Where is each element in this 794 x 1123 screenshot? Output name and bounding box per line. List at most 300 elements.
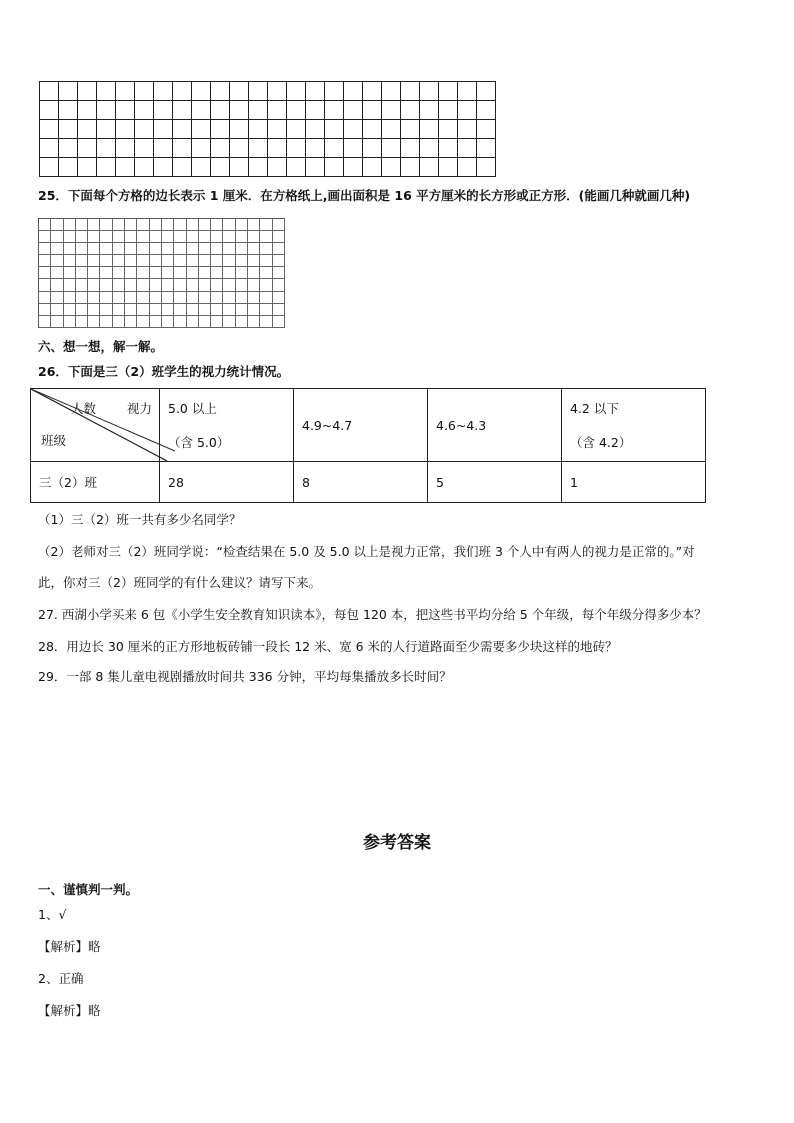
grid-cell: [223, 255, 235, 267]
grid-cell: [76, 316, 88, 328]
grid-cell: [260, 267, 272, 279]
grid-cell: [211, 219, 223, 231]
grid-cell: [236, 316, 248, 328]
grid-cell: [248, 231, 260, 243]
grid-cell: [211, 139, 230, 158]
grid-cell: [420, 139, 439, 158]
grid-cell: [439, 139, 458, 158]
grid-cell: [137, 279, 149, 291]
grid-cell: [248, 255, 260, 267]
grid-cell: [78, 139, 97, 158]
grid-cell: [59, 139, 78, 158]
answer-2-note: 【解析】略: [38, 1003, 101, 1018]
grid-cell: [211, 158, 230, 177]
grid-cell: [401, 82, 420, 101]
table-value-2: 8: [294, 462, 428, 503]
answers-title: 参考答案: [363, 833, 431, 853]
grid-cell: [113, 255, 125, 267]
grid-cell: [248, 267, 260, 279]
grid-cell: [51, 316, 63, 328]
grid-cell: [125, 255, 137, 267]
grid-cell: [76, 279, 88, 291]
grid-cell: [382, 139, 401, 158]
grid-cell: [51, 267, 63, 279]
grid-cell: [174, 243, 186, 255]
table-value-4: 1: [562, 462, 706, 503]
grid-cell: [273, 267, 285, 279]
grid-cell: [76, 292, 88, 304]
grid-cell: [344, 139, 363, 158]
grid-cell: [477, 139, 496, 158]
grid-cell: [137, 255, 149, 267]
grid-cell: [187, 231, 199, 243]
grid-cell: [162, 304, 174, 316]
header-cell-1: [160, 389, 294, 462]
section-6-heading: 六、想一想，解一解。: [38, 339, 164, 354]
answer-1-note: 【解析】略: [38, 939, 101, 954]
grid-cell: [199, 304, 211, 316]
header-cell-2: 4.9~4.7: [294, 389, 428, 462]
grid-cell: [223, 292, 235, 304]
grid-cell: [162, 231, 174, 243]
grid-cell: [113, 279, 125, 291]
grid-cell: [211, 292, 223, 304]
grid-cell: [401, 139, 420, 158]
grid-cell: [260, 243, 272, 255]
grid-cell: [273, 219, 285, 231]
grid-cell: [223, 279, 235, 291]
grid-cell: [174, 304, 186, 316]
grid-cell: [268, 101, 287, 120]
grid-cell: [116, 82, 135, 101]
grid-cell: [39, 304, 51, 316]
grid-cell: [187, 219, 199, 231]
grid-cell: [420, 120, 439, 139]
grid-cell: [88, 304, 100, 316]
grid-cell: [150, 279, 162, 291]
grid-cell: [76, 304, 88, 316]
grid-cell: [420, 158, 439, 177]
grid-cell: [150, 267, 162, 279]
grid-cell: [249, 139, 268, 158]
grid-cell: [64, 255, 76, 267]
grid-cell: [76, 255, 88, 267]
grid-cell: [199, 243, 211, 255]
grid-cell: [211, 231, 223, 243]
grid-cell: [325, 101, 344, 120]
grid-cell: [78, 158, 97, 177]
grid-cell: [64, 279, 76, 291]
grid-cell: [236, 219, 248, 231]
grid-cell: [100, 292, 112, 304]
grid-cell: [100, 304, 112, 316]
grid-cell: [162, 292, 174, 304]
row-label: 三（2）班: [31, 462, 160, 503]
grid-cell: [223, 243, 235, 255]
grid-cell: [88, 292, 100, 304]
header-cell-4: [562, 389, 706, 462]
grid-cell: [192, 120, 211, 139]
grid-cell: [113, 219, 125, 231]
grid-cell: [137, 304, 149, 316]
grid-cell: [273, 304, 285, 316]
grid-cell: [187, 243, 199, 255]
grid-cell: [401, 101, 420, 120]
grid-cell: [260, 292, 272, 304]
grid-cell: [236, 267, 248, 279]
grid-cell: [260, 316, 272, 328]
grid-cell: [173, 120, 192, 139]
grid-cell: [150, 231, 162, 243]
grid-cell: [363, 120, 382, 139]
grid-cell: [116, 139, 135, 158]
grid-cell: [223, 267, 235, 279]
grid-cell: [135, 158, 154, 177]
grid-cell: [420, 82, 439, 101]
grid-cell: [97, 82, 116, 101]
grid-cell: [199, 219, 211, 231]
grid-cell: [135, 120, 154, 139]
grid-cell: [273, 279, 285, 291]
grid-cell: [477, 120, 496, 139]
grid-cell: [40, 139, 59, 158]
grid-cell: [211, 267, 223, 279]
grid-cell: [100, 267, 112, 279]
grid-cell: [458, 139, 477, 158]
grid-cell: [174, 267, 186, 279]
grid-cell: [273, 255, 285, 267]
grid-cell: [248, 316, 260, 328]
grid-cell: [439, 158, 458, 177]
grid-cell: [162, 316, 174, 328]
header-4-main: 4.2 以下: [570, 401, 619, 416]
grid-cell: [59, 120, 78, 139]
q26-sub1: （1）三（2）班一共有多少名同学？: [38, 512, 242, 527]
grid-cell: [306, 158, 325, 177]
q26-sub2-line2: 此，你对三（2）班同学的有什么建议？请写下来。: [38, 575, 321, 590]
grid-cell: [236, 292, 248, 304]
grid-cell: [173, 139, 192, 158]
grid-cell: [260, 304, 272, 316]
grid-cell: [39, 219, 51, 231]
grid-cell: [236, 255, 248, 267]
grid-cell: [260, 219, 272, 231]
question-29: 29．一部 8 集儿童电视剧播放时间共 336 分钟，平均每集播放多长时间？: [38, 669, 452, 684]
answer-1: 1、√: [38, 907, 67, 922]
grid-cell: [125, 279, 137, 291]
grid-cell: [113, 243, 125, 255]
grid-cell: [401, 158, 420, 177]
grid-cell: [125, 267, 137, 279]
grid-cell: [137, 292, 149, 304]
grid-cell: [199, 231, 211, 243]
grid-cell: [39, 231, 51, 243]
grid-cell: [64, 231, 76, 243]
grid-cell: [78, 120, 97, 139]
grid-cell: [306, 120, 325, 139]
grid-cell: [306, 101, 325, 120]
grid-cell: [325, 120, 344, 139]
corner-label-class: 班级: [41, 433, 67, 448]
grid-cell: [113, 231, 125, 243]
grid-cell: [325, 139, 344, 158]
grid-cell: [40, 158, 59, 177]
grid-cell: [401, 120, 420, 139]
answers-section-1: 一、谨慎判一判。: [38, 882, 139, 897]
grid-cell: [382, 158, 401, 177]
grid-cell: [187, 255, 199, 267]
grid-cell: [382, 82, 401, 101]
grid-cell: [223, 219, 235, 231]
grid-cell: [100, 219, 112, 231]
grid-cell: [199, 267, 211, 279]
grid-cell: [59, 101, 78, 120]
grid-cell: [248, 243, 260, 255]
answer-2: 2、正确: [38, 971, 84, 986]
grid-cell: [64, 292, 76, 304]
grid-cell: [211, 82, 230, 101]
grid-cell: [88, 267, 100, 279]
grid-cell: [88, 255, 100, 267]
grid-cell: [88, 316, 100, 328]
grid-cell: [249, 120, 268, 139]
grid-cell: [154, 120, 173, 139]
grid-cell: [125, 243, 137, 255]
grid-cell: [439, 101, 458, 120]
grid-cell: [64, 267, 76, 279]
grid-cell: [477, 82, 496, 101]
grid-cell: [137, 316, 149, 328]
grid-cell: [113, 267, 125, 279]
grid-cell: [458, 82, 477, 101]
grid-cell: [363, 101, 382, 120]
grid-cell: [344, 101, 363, 120]
grid-cell: [363, 82, 382, 101]
grid-cell: [325, 82, 344, 101]
grid-cell: [458, 120, 477, 139]
grid-cell: [236, 243, 248, 255]
grid-cell: [223, 231, 235, 243]
question-27: 27. 西湖小学买来 6 包《小学生安全教育知识读本》，每包 120 本，把这些书平均分给 5 个年级，每个年级分得多少本？: [38, 607, 707, 622]
grid-cell: [100, 279, 112, 291]
grid-cell: [174, 279, 186, 291]
grid-cell: [260, 279, 272, 291]
grid-cell: [154, 82, 173, 101]
grid-cell: [88, 231, 100, 243]
grid-cell: [125, 219, 137, 231]
grid-cell: [211, 120, 230, 139]
grid-cell: [162, 279, 174, 291]
table-value-3: 5: [428, 462, 562, 503]
grid-cell: [199, 316, 211, 328]
grid-cell: [249, 158, 268, 177]
grid-cell: [268, 158, 287, 177]
grid-cell: [154, 158, 173, 177]
grid-cell: [39, 292, 51, 304]
grid-cell: [230, 101, 249, 120]
grid-cell: [287, 158, 306, 177]
grid-cell: [40, 82, 59, 101]
grid-cell: [187, 279, 199, 291]
grid-cell: [150, 316, 162, 328]
grid-cell: [173, 82, 192, 101]
grid-cell: [51, 231, 63, 243]
grid-cell: [211, 279, 223, 291]
grid-cell: [154, 139, 173, 158]
grid-cell: [211, 243, 223, 255]
grid-cell: [137, 267, 149, 279]
grid-cell: [59, 158, 78, 177]
grid-cell: [248, 279, 260, 291]
grid-cell: [39, 316, 51, 328]
grid-cell: [268, 82, 287, 101]
grid-cell: [325, 158, 344, 177]
grid-cell: [137, 243, 149, 255]
grid-cell: [174, 255, 186, 267]
grid-cell: [236, 304, 248, 316]
grid-cell: [199, 279, 211, 291]
grid-cell: [236, 231, 248, 243]
grid-cell: [40, 120, 59, 139]
grid-cell: [51, 243, 63, 255]
grid-cell: [211, 304, 223, 316]
grid-cell: [287, 82, 306, 101]
grid-cell: [100, 316, 112, 328]
grid-cell: [211, 316, 223, 328]
grid-cell: [199, 292, 211, 304]
grid-cell: [113, 304, 125, 316]
grid-cell: [187, 267, 199, 279]
grid-cell: [51, 304, 63, 316]
grid-cell: [125, 231, 137, 243]
grid-cell: [260, 255, 272, 267]
grid-cell: [306, 82, 325, 101]
grid-cell: [150, 219, 162, 231]
grid-cell: [39, 267, 51, 279]
grid-cell: [344, 158, 363, 177]
grid-cell: [477, 158, 496, 177]
grid-cell: [458, 158, 477, 177]
grid-cell: [125, 316, 137, 328]
grid-cell: [192, 82, 211, 101]
grid-cell: [273, 316, 285, 328]
grid-cell: [76, 267, 88, 279]
grid-cell: [97, 139, 116, 158]
grid-cell: [458, 101, 477, 120]
grid-cell: [39, 243, 51, 255]
grid-cell: [97, 158, 116, 177]
grid-cell: [97, 120, 116, 139]
grid-cell: [230, 120, 249, 139]
grid-cell: [211, 255, 223, 267]
grid-cell: [39, 255, 51, 267]
grid-paper-top: [39, 81, 496, 177]
grid-cell: [162, 219, 174, 231]
grid-cell: [230, 158, 249, 177]
grid-cell: [76, 231, 88, 243]
grid-cell: [344, 120, 363, 139]
grid-cell: [273, 243, 285, 255]
grid-cell: [439, 82, 458, 101]
grid-cell: [248, 219, 260, 231]
grid-cell: [39, 279, 51, 291]
grid-cell: [59, 82, 78, 101]
grid-cell: [363, 158, 382, 177]
grid-cell: [187, 316, 199, 328]
grid-cell: [162, 243, 174, 255]
grid-cell: [135, 139, 154, 158]
grid-cell: [248, 292, 260, 304]
grid-cell: [306, 139, 325, 158]
grid-cell: [192, 158, 211, 177]
grid-cell: [287, 120, 306, 139]
grid-cell: [135, 101, 154, 120]
grid-cell: [268, 139, 287, 158]
table-value-1: 28: [160, 462, 294, 503]
grid-cell: [137, 231, 149, 243]
grid-cell: [192, 101, 211, 120]
grid-cell: [100, 255, 112, 267]
grid-cell: [439, 120, 458, 139]
grid-cell: [64, 304, 76, 316]
question-26: 26．下面是三（2）班学生的视力统计情况。: [38, 364, 290, 379]
grid-cell: [192, 139, 211, 158]
grid-cell: [174, 316, 186, 328]
header-1-main: 5.0 以上: [168, 401, 217, 416]
grid-cell: [88, 243, 100, 255]
header-1-sub: （含 5.0）: [168, 435, 230, 450]
grid-cell: [174, 292, 186, 304]
grid-cell: [78, 82, 97, 101]
grid-cell: [97, 101, 116, 120]
grid-cell: [382, 101, 401, 120]
grid-cell: [150, 304, 162, 316]
grid-cell: [248, 304, 260, 316]
grid-cell: [173, 101, 192, 120]
grid-cell: [230, 82, 249, 101]
grid-cell: [236, 279, 248, 291]
corner-label-count: 人数: [71, 401, 97, 416]
grid-cell: [76, 243, 88, 255]
grid-cell: [260, 231, 272, 243]
grid-cell: [382, 120, 401, 139]
grid-cell: [249, 101, 268, 120]
grid-cell: [64, 316, 76, 328]
grid-cell: [51, 219, 63, 231]
question-25: 25．下面每个方格的边长表示 1 厘米．在方格纸上,画出面积是 16 平方厘米的长方形或正方形．(能画几种就画几种): [38, 188, 691, 203]
grid-cell: [162, 267, 174, 279]
grid-cell: [113, 316, 125, 328]
grid-cell: [344, 82, 363, 101]
grid-cell: [76, 219, 88, 231]
grid-cell: [287, 139, 306, 158]
grid-cell: [135, 82, 154, 101]
grid-paper-q25: [38, 218, 285, 328]
grid-cell: [187, 304, 199, 316]
question-28: 28．用边长 30 厘米的正方形地板砖铺一段长 12 米、宽 6 米的人行道路面至少需要多少块这样的地砖？: [38, 639, 618, 654]
grid-cell: [363, 139, 382, 158]
header-4-sub: （含 4.2）: [570, 435, 632, 450]
grid-cell: [150, 292, 162, 304]
grid-cell: [199, 255, 211, 267]
grid-cell: [51, 292, 63, 304]
grid-cell: [211, 101, 230, 120]
grid-cell: [78, 101, 97, 120]
grid-cell: [223, 304, 235, 316]
grid-cell: [100, 243, 112, 255]
grid-cell: [116, 120, 135, 139]
grid-cell: [268, 120, 287, 139]
